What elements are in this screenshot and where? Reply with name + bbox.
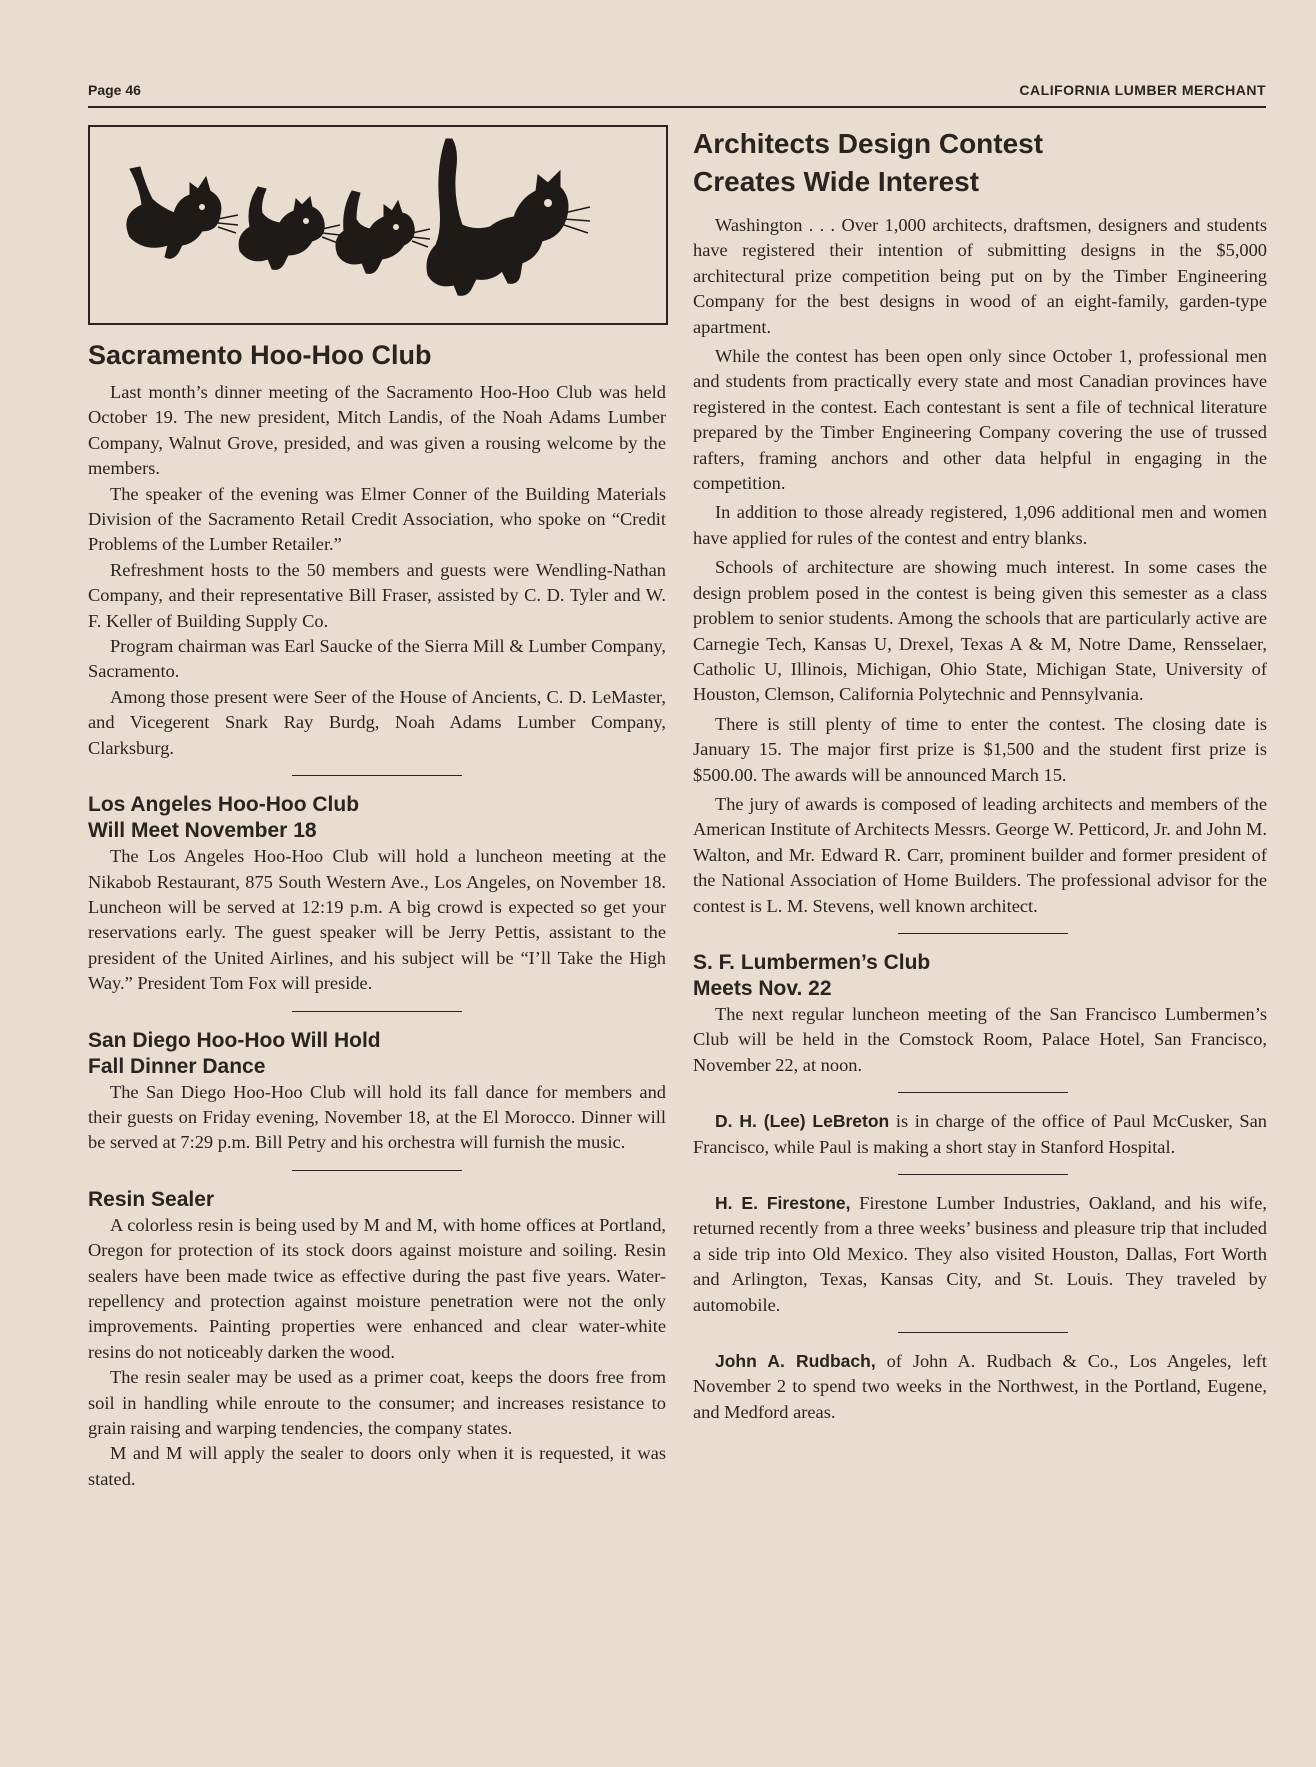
sf-paragraph: The next regular luncheon meeting of the San Francisco Lumbermen’s Club will be held in the Comstock Room, Palace Hotel, San Francisco, November 22, at noon. bbox=[693, 1003, 1267, 1075]
rudbach-text: of John A. Rudbach & Co., Los Angeles, left November 2 to spend two weeks in the Northwest, in the Portland, Eugene, and Medford areas. bbox=[693, 1351, 1267, 1422]
sd-title-line-1: San Diego Hoo-Hoo Will Hold bbox=[88, 1028, 381, 1052]
sf-title-line-2: Meets Nov. 22 bbox=[693, 976, 832, 1000]
right-column bbox=[693, 125, 1267, 1425]
divider bbox=[292, 775, 462, 776]
sacramento-title: Sacramento Hoo-Hoo Club bbox=[88, 340, 432, 370]
divider bbox=[898, 1332, 1068, 1333]
black-cats-icon bbox=[90, 127, 666, 323]
firestone-name: H. E. Firestone, bbox=[715, 1193, 851, 1213]
resin-paragraph-2: The resin sealer may be used as a primer coat, keeps the doors free from soil in handling while enroute to the consumer; and increases resistance to grain raising and warping tendencies, the company states. bbox=[88, 1367, 666, 1438]
architects-paragraph-4: Schools of architecture are showing much interest. In some cases the design problem posed in the contest is being given this semester as a class problem to senior students. Among the schools that are particularly active are Carnegie Tech, Kansas U, Drexel, Texas A & M, Notre Dame, Rensselaer, Catholic U, Illinois, Michigan, Ohio State, Michigan State, University of Houston, Clemson, California Polytechnic and Pennsylvania. bbox=[693, 557, 1267, 705]
sacramento-paragraph-3: Refreshment hosts to the 50 members and guests were Wendling-Nathan Company, and their representative Bill Fraser, assisted by C. D. Tyler and W. F. Keller of Building Supply Co. bbox=[88, 559, 666, 631]
firestone-text: Firestone Lumber Industries, Oakland, and his wife, returned recently from a three weeks’ business and pleasure trip that included a side trip into Old Mexico. They also visited Houston, Dallas, Fort Worth and Arlington, Texas, Kansas City, and St. Louis. They traveled by automobile. bbox=[693, 1193, 1268, 1315]
architects-paragraph-1: Washington . . . Over 1,000 architects, draftsmen, designers and students have registered their intention of submitting designs in the $5,000 architectural prize competition being put on by the Timber Engineering Company for the best designs in wood of an eight-family, garden-type apartment. bbox=[693, 215, 1267, 337]
resin-title: Resin Sealer bbox=[88, 1187, 215, 1211]
left-column bbox=[88, 125, 666, 1492]
publication-name: CALIFORNIA LUMBER MERCHANT bbox=[1019, 82, 1266, 98]
sf-title-line-1: S. F. Lumbermen’s Club bbox=[693, 950, 931, 974]
architects-paragraph-5: There is still plenty of time to enter the contest. The closing date is January 15. The major first prize is $1,500 and the student first prize is $500.00. The awards will be announced March 15. bbox=[693, 713, 1267, 785]
hoo-hoo-cats-illustration bbox=[88, 125, 668, 325]
architects-paragraph-3: In addition to those already registered, 1,096 additional men and women have applied for rules of the contest and entry blanks. bbox=[693, 502, 1267, 548]
firestone-item bbox=[693, 1191, 1267, 1318]
architects-title-line-2: Creates Wide Interest bbox=[693, 166, 980, 197]
sacramento-paragraph-2: The speaker of the evening was Elmer Conner of the Building Materials Division of the Sacramento Retail Credit Association, who spoke on “Credit Problems of the Lumber Retailer.” bbox=[88, 483, 666, 555]
la-title-line-2: Will Meet November 18 bbox=[88, 819, 317, 843]
sacramento-paragraph-5: Among those present were Seer of the House of Ancients, C. D. LeMaster, and Vicegerent Snark Ray Burdg, Noah Adams Lumber Company, Clarksburg. bbox=[88, 686, 666, 758]
divider bbox=[898, 1174, 1068, 1175]
lebreton-name: D. H. (Lee) LeBreton bbox=[715, 1111, 890, 1132]
divider bbox=[898, 933, 1068, 934]
la-title-line-1: Los Angeles Hoo-Hoo Club bbox=[88, 793, 360, 817]
sacramento-paragraph-4: Program chairman was Earl Saucke of the Sierra Mill & Lumber Company, Sacramento. bbox=[88, 636, 666, 682]
divider bbox=[898, 1092, 1068, 1093]
sd-title-line-2: Fall Dinner Dance bbox=[88, 1054, 266, 1078]
sacramento-paragraph-1: Last month’s dinner meeting of the Sacramento Hoo-Hoo Club was held October 19. The new president, Mitch Landis, of the Noah Adams Lumber Company, Walnut Grove, presided, and was given a rousing welcome by the members. bbox=[88, 382, 666, 479]
lebreton-item bbox=[693, 1109, 1267, 1160]
architects-paragraph-6: The jury of awards is composed of leading architects and members of the American Institute of Architects Messrs. George W. Petticord, Jr. and John M. Walton, and Mr. Edward R. Carr, prominent builder and former president of the National Association of Home Builders. The professional advisor for the contest is L. M. Stevens, well known architect. bbox=[693, 793, 1267, 916]
resin-paragraph-3: M and M will apply the sealer to doors only when it is requested, it was stated. bbox=[88, 1443, 666, 1489]
architects-paragraph-2: While the contest has been open only since October 1, professional men and students from practically every state and most Canadian provinces have registered in the contest. Each contestant is sent a file of technical literature prepared by the Timber Engineering Company covering the use of trussed rafters, framing anchors and other data helpful in engaging in the competition. bbox=[693, 346, 1267, 494]
architects-title bbox=[693, 125, 1267, 201]
rudbach-item bbox=[693, 1349, 1267, 1425]
divider bbox=[292, 1011, 462, 1012]
page-number: Page 46 bbox=[88, 82, 141, 98]
page-header bbox=[88, 80, 1266, 108]
rudbach-name: John A. Rudbach, bbox=[715, 1351, 876, 1372]
divider bbox=[292, 1170, 462, 1171]
la-paragraph: The Los Angeles Hoo-Hoo Club will hold a luncheon meeting at the Nikabob Restaurant, 875 South Western Ave., Los Angeles, on November 18. Luncheon will be served at 12:19 p.m. A big crowd is expected so get your reservations early. The guest speaker will be Jerry Pettis, assistant to the president of the United Airlines, and his subject will be “I’ll Take the High Way.” President Tom Fox will preside. bbox=[88, 846, 666, 994]
architects-title-line-1: Architects Design Contest bbox=[693, 128, 1044, 159]
resin-paragraph-1: A colorless resin is being used by M and M, with home offices at Portland, Oregon for protection of its stock doors against moisture and soiling. Resin sealers have been made twice as effective during the past five years. Water-repellency and protection against moisture penetration were not the only improvements. Painting properties were enhanced and clear water-white resins do not noticeably darken the wood. bbox=[88, 1214, 666, 1362]
lebreton-text: is in charge of the office of Paul McCusker, San Francisco, while Paul is making a short stay in Stanford Hospital. bbox=[693, 1111, 1267, 1157]
sd-paragraph: The San Diego Hoo-Hoo Club will hold its fall dance for members and their guests on Friday evening, November 18, at the El Morocco. Dinner will be served at 7:29 p.m. Bill Petry and his orchestra will furnish the music. bbox=[88, 1081, 666, 1153]
